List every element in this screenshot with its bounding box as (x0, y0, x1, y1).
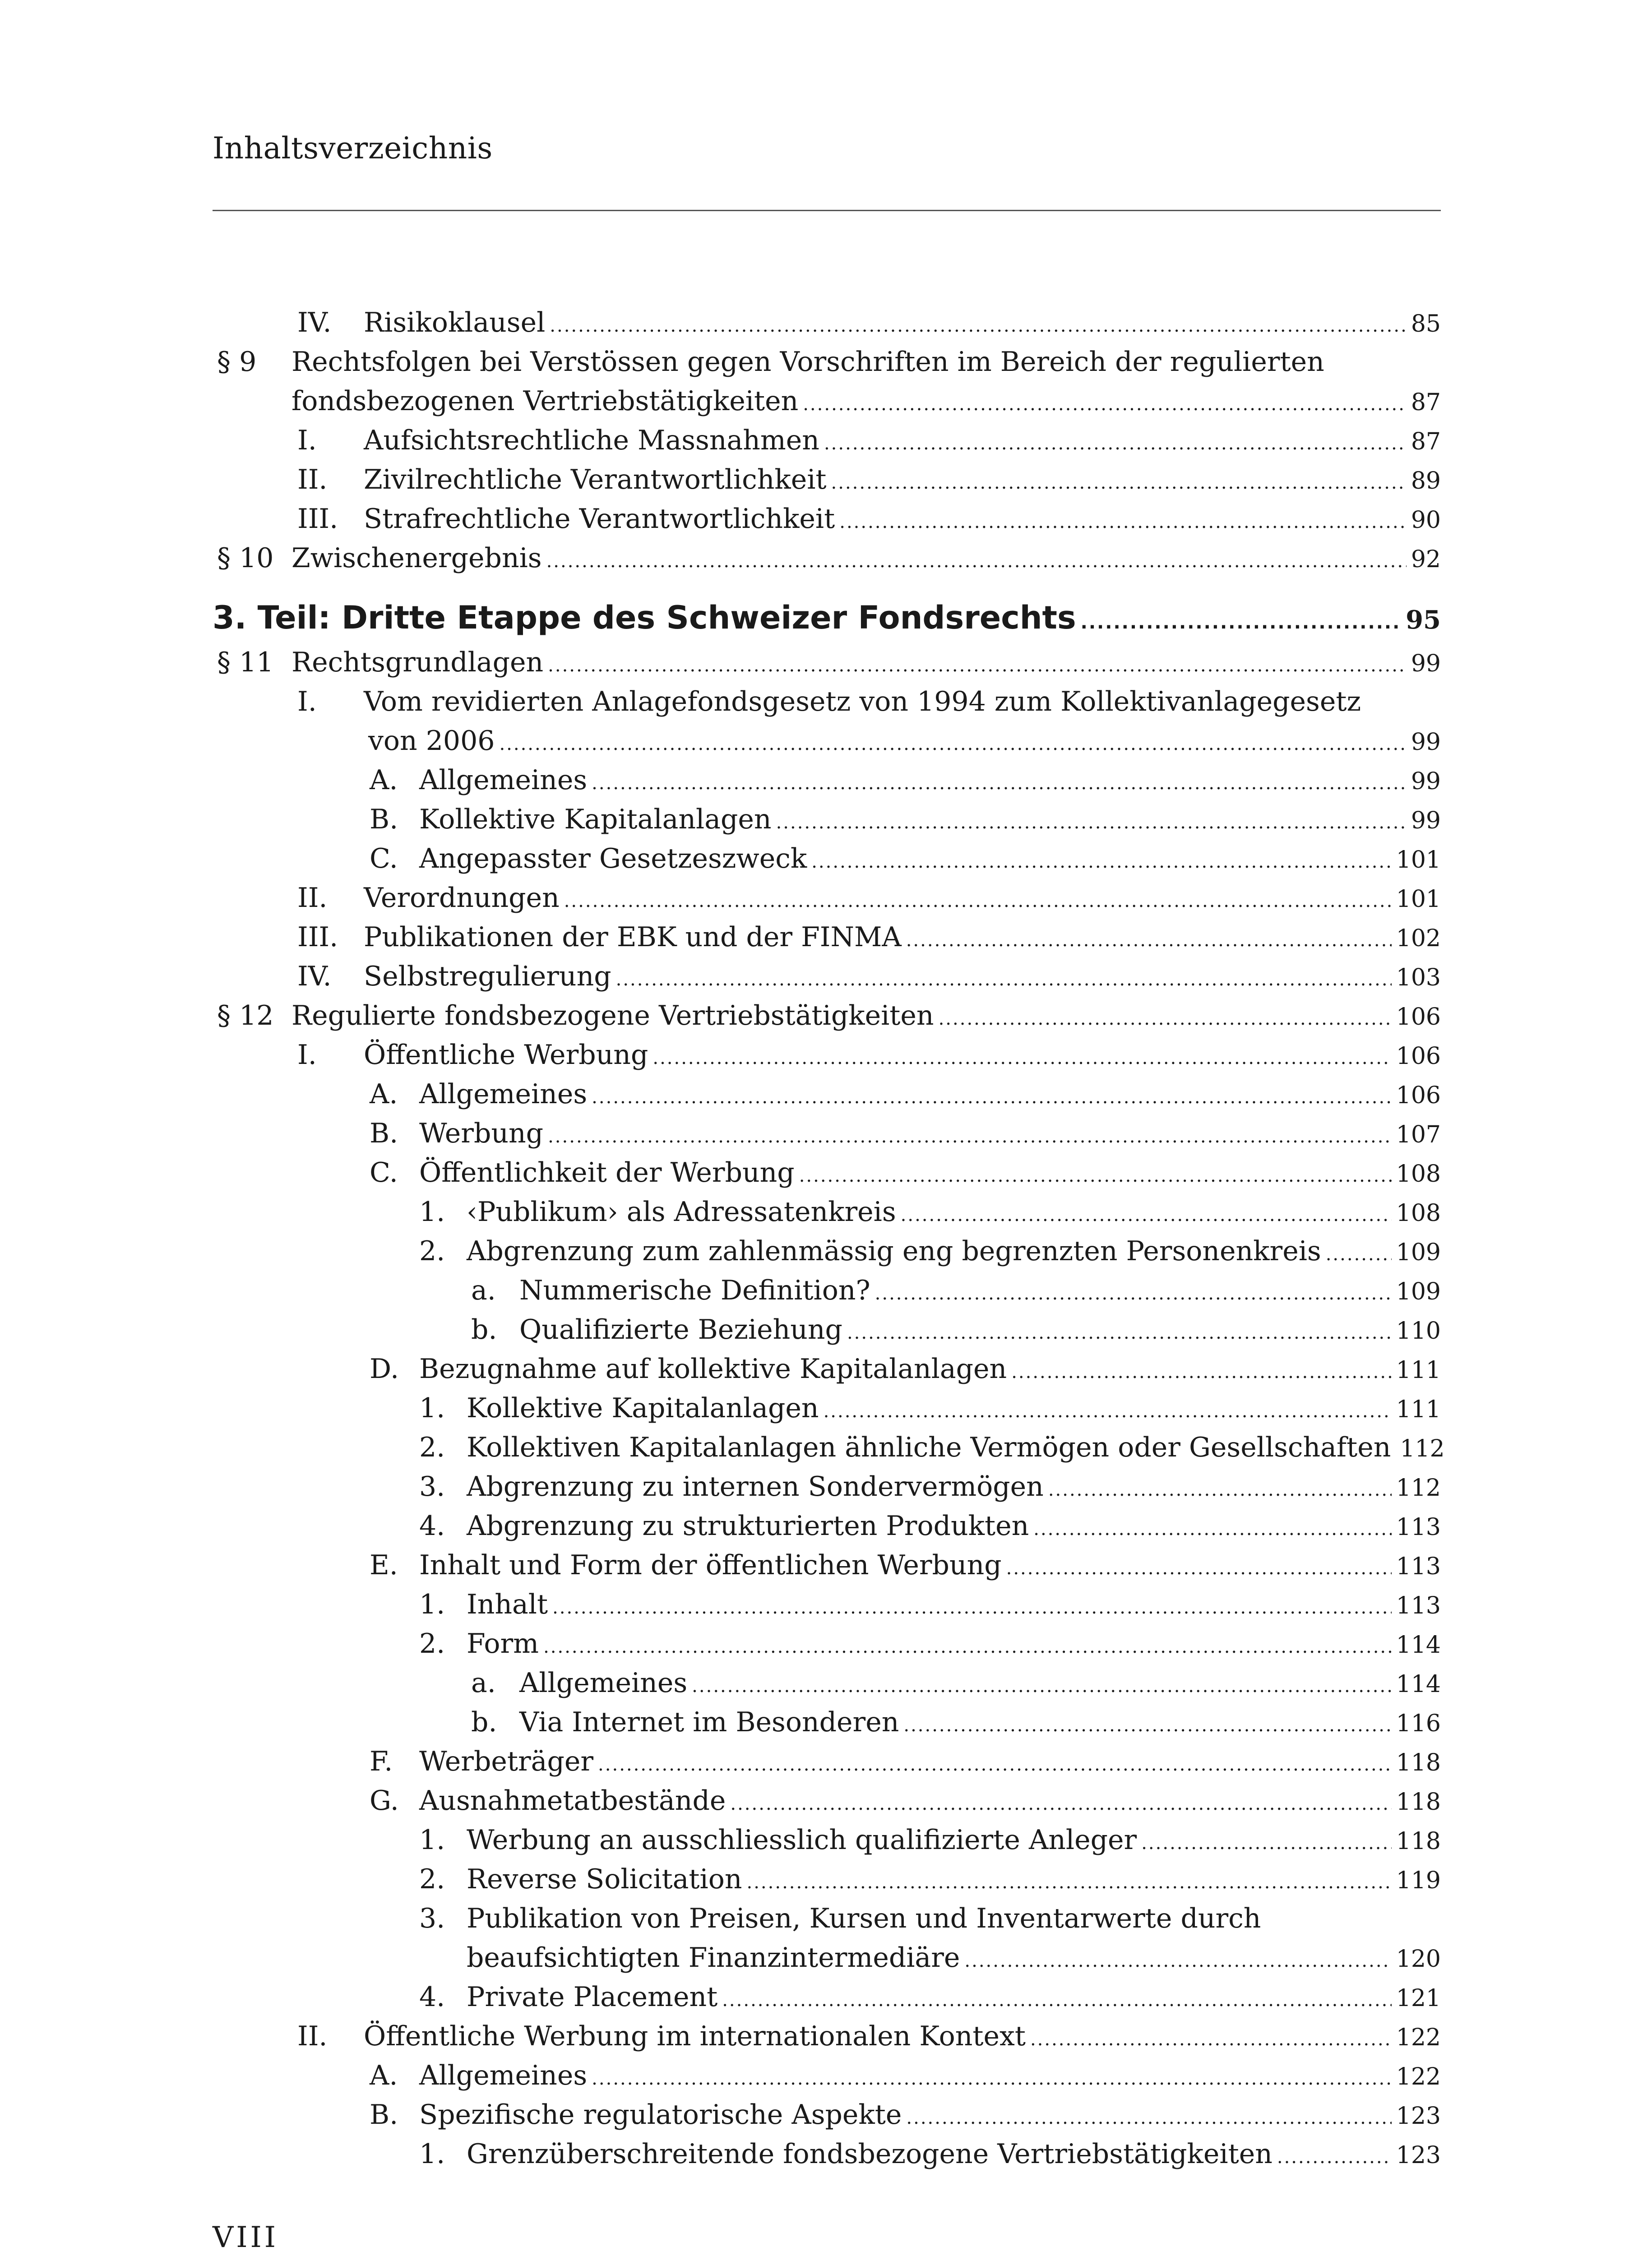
toc-entry (213, 1075, 1441, 1114)
toc-entry (213, 1546, 1441, 1585)
toc-entry-title: Abgrenzung zu internen Sondervermögen (467, 1471, 1044, 1502)
toc-entry-title: Grenzüberschreitende fondsbezogene Vertriebstätigkeiten (467, 2138, 1273, 2170)
toc-entry-page: 120 (1396, 1946, 1441, 1973)
toc-entry (213, 800, 1441, 839)
toc-entry-page: 113 (1396, 1592, 1441, 1619)
toc-entry-page: 113 (1396, 1514, 1441, 1541)
toc-entry-page: 102 (1396, 925, 1441, 952)
toc-entry-number: 4. (419, 1510, 445, 1542)
toc-entry (213, 1428, 1445, 1467)
dot-leader (824, 1392, 1392, 1431)
toc-entry-title: Öffentliche Werbung (364, 1039, 648, 1071)
dot-leader (548, 646, 1407, 685)
toc-entry-title: Werbung (419, 1118, 544, 1149)
toc-entry-title: Öffentliche Werbung im internationalen Kontext (364, 2020, 1026, 2052)
dot-leader (1326, 1235, 1392, 1274)
toc-entry-number: 1. (419, 1824, 445, 1856)
toc-entry (213, 643, 1441, 682)
toc-entry-title: Private Placement (467, 1981, 718, 2013)
toc-entry (213, 421, 1441, 460)
toc-entry-page: 92 (1411, 546, 1441, 573)
toc-entry-page: 101 (1396, 846, 1441, 874)
toc-entry-title: Allgemeines (419, 764, 588, 796)
toc-entry-title: Spezifische regulatorische Aspekte (419, 2099, 902, 2131)
dot-leader (847, 1313, 1392, 1353)
toc-entry (213, 721, 1441, 761)
toc-entry-number: § 10 (217, 542, 274, 574)
toc-entry-title: Kollektive Kapitalanlagen (419, 804, 772, 835)
toc-entry (213, 1153, 1441, 1193)
dot-leader (592, 2059, 1392, 2099)
toc-entry-title: Strafrechtliche Verantwortlichkeit (364, 503, 835, 535)
toc-entry-number: a. (471, 1667, 496, 1699)
toc-entry-title: Abgrenzung zum zahlenmässig eng begrenzten Personenkreis (467, 1235, 1321, 1267)
toc-entry-number: b. (471, 1706, 497, 1738)
toc-entry-page: 112 (1396, 1475, 1441, 1502)
toc-entry (213, 1389, 1441, 1428)
toc-entry-title: Inhalt und Form der öffentlichen Werbung (419, 1549, 1002, 1581)
toc-entry-number: B. (370, 2099, 398, 2131)
toc-entry-title: Publikation von Preisen, Kursen und Inventarwerte durch (467, 1903, 1261, 1934)
dot-leader (1033, 1510, 1391, 1549)
dot-leader (564, 882, 1392, 921)
toc-entry-number: 3. (419, 1471, 445, 1502)
toc-entry-number: G. (370, 1785, 399, 1817)
page-folio: VIII (213, 2221, 279, 2254)
dot-leader (824, 424, 1407, 463)
dot-leader (730, 1784, 1391, 1824)
toc-entry-page: 108 (1396, 1200, 1441, 1227)
toc-entry (213, 682, 1441, 721)
toc-entry-title: Ausnahmetatbestände (419, 1785, 726, 1817)
dot-leader (901, 1196, 1392, 1235)
toc-entry (213, 1114, 1441, 1153)
toc-entry-page: 123 (1396, 2103, 1441, 2130)
dot-leader (616, 960, 1392, 999)
toc-entry-page: 106 (1396, 1082, 1441, 1109)
dot-leader (598, 1745, 1392, 1784)
toc-entry-page: 106 (1396, 1043, 1441, 1070)
toc-entry-page: 122 (1396, 2063, 1441, 2090)
toc-entry-number: a. (471, 1275, 496, 1306)
toc-entry-title: Werbeträger (419, 1746, 594, 1777)
dot-leader (839, 503, 1407, 542)
toc-entry (213, 878, 1441, 918)
toc-entry (213, 303, 1441, 342)
toc-entry (213, 2135, 1441, 2174)
running-head: Inhaltsverzeichnis (213, 131, 493, 166)
toc-entry-number: 2. (419, 1628, 445, 1660)
dot-leader (906, 921, 1392, 960)
dot-leader (592, 764, 1407, 803)
toc-entry-page: 89 (1411, 467, 1441, 495)
toc-entry-number: A. (370, 764, 398, 796)
toc-entry (213, 1507, 1441, 1546)
toc-entry-page: 87 (1411, 389, 1441, 416)
toc-entry-page: 99 (1411, 768, 1441, 795)
toc-entry-title: Risikoklausel (364, 307, 546, 338)
toc-entry-page: 99 (1411, 729, 1441, 756)
dot-leader (799, 1156, 1392, 1196)
toc-entry-title: Kollektiven Kapitalanlagen ähnliche Vermögen oder Gesellschaften (467, 1432, 1391, 1463)
dot-leader (499, 725, 1406, 764)
toc-entry-title: Via Internet im Besonderen (519, 1706, 899, 1738)
dot-leader (831, 463, 1407, 503)
toc-entry-page: 111 (1396, 1357, 1441, 1384)
toc-entry-number: C. (370, 1157, 398, 1188)
toc-entry-page: 99 (1411, 807, 1441, 834)
toc-entry-number: b. (471, 1314, 497, 1345)
dot-leader (803, 385, 1407, 424)
toc-entry (213, 1664, 1441, 1703)
table-of-contents (213, 303, 1445, 2174)
dot-leader (903, 1706, 1391, 1745)
toc-entry (213, 1938, 1441, 1978)
toc-entry-number: 4. (419, 1981, 445, 2013)
dot-leader (546, 542, 1407, 581)
dot-leader (652, 1039, 1391, 1078)
toc-entry-title: Qualifizierte Beziehung (519, 1314, 842, 1345)
toc-entry (213, 1232, 1441, 1271)
toc-entry (213, 1742, 1441, 1781)
toc-entry (213, 918, 1441, 957)
toc-entry-number: 1. (419, 1589, 445, 1620)
toc-entry-number: I. (297, 1039, 317, 1071)
toc-entry-title: Publikationen der EBK und der FINMA (364, 921, 902, 953)
toc-entry (213, 1310, 1441, 1350)
toc-entry (213, 1899, 1441, 1938)
dot-leader (548, 1117, 1392, 1156)
toc-entry-number: II. (297, 882, 328, 914)
dot-leader (939, 999, 1392, 1039)
toc-entry-page: 110 (1396, 1318, 1441, 1345)
toc-entry-number: II. (297, 464, 328, 495)
toc-entry-page: 85 (1411, 310, 1441, 337)
toc-entry-title: Kollektive Kapitalanlagen (467, 1392, 819, 1424)
toc-entry (213, 499, 1441, 539)
toc-entry-number: 1. (419, 1392, 445, 1424)
dot-leader (964, 1942, 1391, 1981)
toc-entry (213, 2017, 1441, 2056)
toc-entry-title: Selbstregulierung (364, 961, 611, 992)
toc-entry-number: I. (297, 686, 317, 717)
toc-entry-number: § 11 (217, 647, 274, 678)
toc-entry-title: Bezugnahme auf kollektive Kapitalanlagen (419, 1353, 1007, 1385)
toc-entry-number: A. (370, 2060, 398, 2091)
toc-entry-title: beaufsichtigten Finanzintermediäre (467, 1942, 960, 1974)
toc-entry-page: 87 (1411, 428, 1441, 455)
toc-entry (213, 1860, 1441, 1899)
toc-entry-title: Allgemeines (419, 2060, 588, 2091)
dot-leader (1141, 1824, 1392, 1863)
toc-entry-number: 2. (419, 1863, 445, 1895)
toc-entry-title: Angepasster Gesetzeszweck (419, 843, 807, 874)
dot-leader (722, 1981, 1392, 2020)
toc-entry (213, 1350, 1441, 1389)
toc-entry-number: III. (297, 921, 338, 953)
dot-leader (776, 803, 1407, 842)
toc-entry (213, 1703, 1441, 1742)
toc-entry-number: 3. (419, 1903, 445, 1934)
toc-entry (213, 342, 1441, 382)
toc-entry-number: § 9 (217, 346, 257, 378)
toc-entry-number: II. (297, 2020, 328, 2052)
toc-entry-title: Abgrenzung zu strukturierten Produkten (467, 1510, 1029, 1542)
toc-entry-page: 122 (1396, 2024, 1441, 2051)
dot-leader (543, 1627, 1392, 1667)
toc-entry-title: Inhalt (467, 1589, 548, 1620)
toc-entry-page: 114 (1396, 1671, 1441, 1698)
toc-entry-title: Aufsichtsrechtliche Massnahmen (364, 425, 819, 456)
toc-entry-number: III. (297, 503, 338, 535)
toc-entry-title: Allgemeines (519, 1667, 688, 1699)
toc-entry (213, 996, 1441, 1036)
dot-leader (592, 1078, 1392, 1117)
toc-entry (213, 1585, 1441, 1624)
toc-entry-title: Öffentlichkeit der Werbung (419, 1157, 795, 1188)
toc-entry-page: 109 (1396, 1239, 1441, 1266)
toc-entry (213, 1036, 1441, 1075)
toc-entry (213, 839, 1441, 878)
dot-leader (875, 1274, 1392, 1313)
toc-entry (213, 1271, 1441, 1310)
toc-entry (213, 539, 1441, 578)
toc-entry-title: Rechtsfolgen bei Verstössen gegen Vorschriften im Bereich der regulierten (292, 346, 1324, 378)
toc-entry-page: 108 (1396, 1160, 1441, 1188)
toc-entry-number: F. (370, 1746, 393, 1777)
toc-entry-page: 123 (1396, 2142, 1441, 2169)
toc-entry-page: 111 (1396, 1396, 1441, 1423)
toc-entry (213, 1781, 1441, 1821)
toc-entry-page: 118 (1396, 1828, 1441, 1855)
toc-entry (213, 1467, 1441, 1507)
toc-entry-number: IV. (297, 307, 332, 338)
header-rule (213, 210, 1441, 211)
toc-entry-page: 106 (1396, 1003, 1441, 1031)
toc-entry-page: 95 (1406, 605, 1441, 635)
toc-entry-page: 116 (1396, 1710, 1441, 1737)
toc-entry (213, 1624, 1441, 1664)
dot-leader (1030, 2020, 1392, 2059)
toc-entry-number: B. (370, 804, 398, 835)
toc-entry-title: von 2006 (368, 725, 495, 757)
toc-part-heading (213, 598, 1441, 638)
toc-entry-page: 90 (1411, 507, 1441, 534)
toc-entry (213, 761, 1441, 800)
toc-entry-title: 3. Teil: Dritte Etappe des Schweizer Fondsrechts (213, 599, 1076, 636)
toc-entry (213, 2056, 1441, 2095)
toc-entry-title: Zivilrechtliche Verantwortlichkeit (364, 464, 827, 495)
toc-entry-number: B. (370, 1118, 398, 1149)
toc-entry-page: 121 (1396, 1985, 1441, 2012)
dot-leader (1011, 1353, 1392, 1392)
toc-entry-page: 109 (1396, 1278, 1441, 1305)
toc-entry-page: 103 (1396, 964, 1441, 991)
toc-entry-page: 118 (1396, 1749, 1441, 1776)
dot-leader (692, 1667, 1392, 1706)
dot-leader (747, 1863, 1392, 1902)
dot-leader (1048, 1470, 1392, 1510)
toc-entry-title: Zwischenergebnis (292, 542, 542, 574)
toc-entry-number: D. (370, 1353, 399, 1385)
toc-entry-title: Reverse Solicitation (467, 1863, 742, 1895)
toc-entry-number: 1. (419, 2138, 445, 2170)
toc-entry (213, 1821, 1441, 1860)
toc-entry-number: 2. (419, 1235, 445, 1267)
toc-entry-title: Form (467, 1628, 539, 1660)
toc-entry (213, 382, 1441, 421)
dot-leader (550, 306, 1407, 346)
toc-entry-title: ‹Publikum› als Adressatenkreis (467, 1196, 896, 1228)
dot-leader (1006, 1549, 1392, 1588)
toc-entry-title: Vom revidierten Anlagefondsgesetz von 1994 zum Kollektivanlagegesetz (364, 686, 1361, 717)
toc-entry-number: C. (370, 843, 398, 874)
toc-entry-page: 118 (1396, 1789, 1441, 1816)
dot-leader (552, 1588, 1392, 1627)
toc-entry-title: Werbung an ausschliesslich qualifizierte Anleger (467, 1824, 1137, 1856)
toc-entry-page: 99 (1411, 650, 1441, 677)
dot-leader (811, 842, 1392, 882)
toc-entry-title: Rechtsgrundlagen (292, 647, 544, 678)
toc-entry-page: 114 (1396, 1632, 1441, 1659)
toc-entry (213, 2095, 1441, 2135)
toc-entry (213, 1978, 1441, 2017)
toc-entry-page: 112 (1400, 1435, 1445, 1462)
toc-entry-title: Nummerische Definition? (519, 1275, 870, 1306)
toc-entry-title: Allgemeines (419, 1078, 588, 1110)
dot-leader (906, 2099, 1391, 2138)
toc-entry (213, 460, 1441, 499)
toc-entry-page: 119 (1396, 1867, 1441, 1894)
toc-entry (213, 957, 1441, 996)
toc-entry-number: E. (370, 1549, 398, 1581)
toc-entry-number: I. (297, 425, 317, 456)
toc-entry-title: Regulierte fondsbezogene Vertriebstätigkeiten (292, 1000, 934, 1031)
dot-leader (1277, 2138, 1392, 2177)
toc-entry-number: 2. (419, 1432, 445, 1463)
toc-entry-page: 101 (1396, 886, 1441, 913)
toc-entry-title: Verordnungen (364, 882, 560, 914)
toc-entry-page: 107 (1396, 1121, 1441, 1148)
dot-leader (1081, 603, 1401, 643)
toc-entry (213, 1193, 1441, 1232)
toc-entry-number: A. (370, 1078, 398, 1110)
toc-entry-number: 1. (419, 1196, 445, 1228)
toc-entry-page: 113 (1396, 1553, 1441, 1580)
toc-entry-number: IV. (297, 961, 332, 992)
toc-entry-number: § 12 (217, 1000, 274, 1031)
toc-entry-title: fondsbezogenen Vertriebstätigkeiten (292, 385, 799, 417)
